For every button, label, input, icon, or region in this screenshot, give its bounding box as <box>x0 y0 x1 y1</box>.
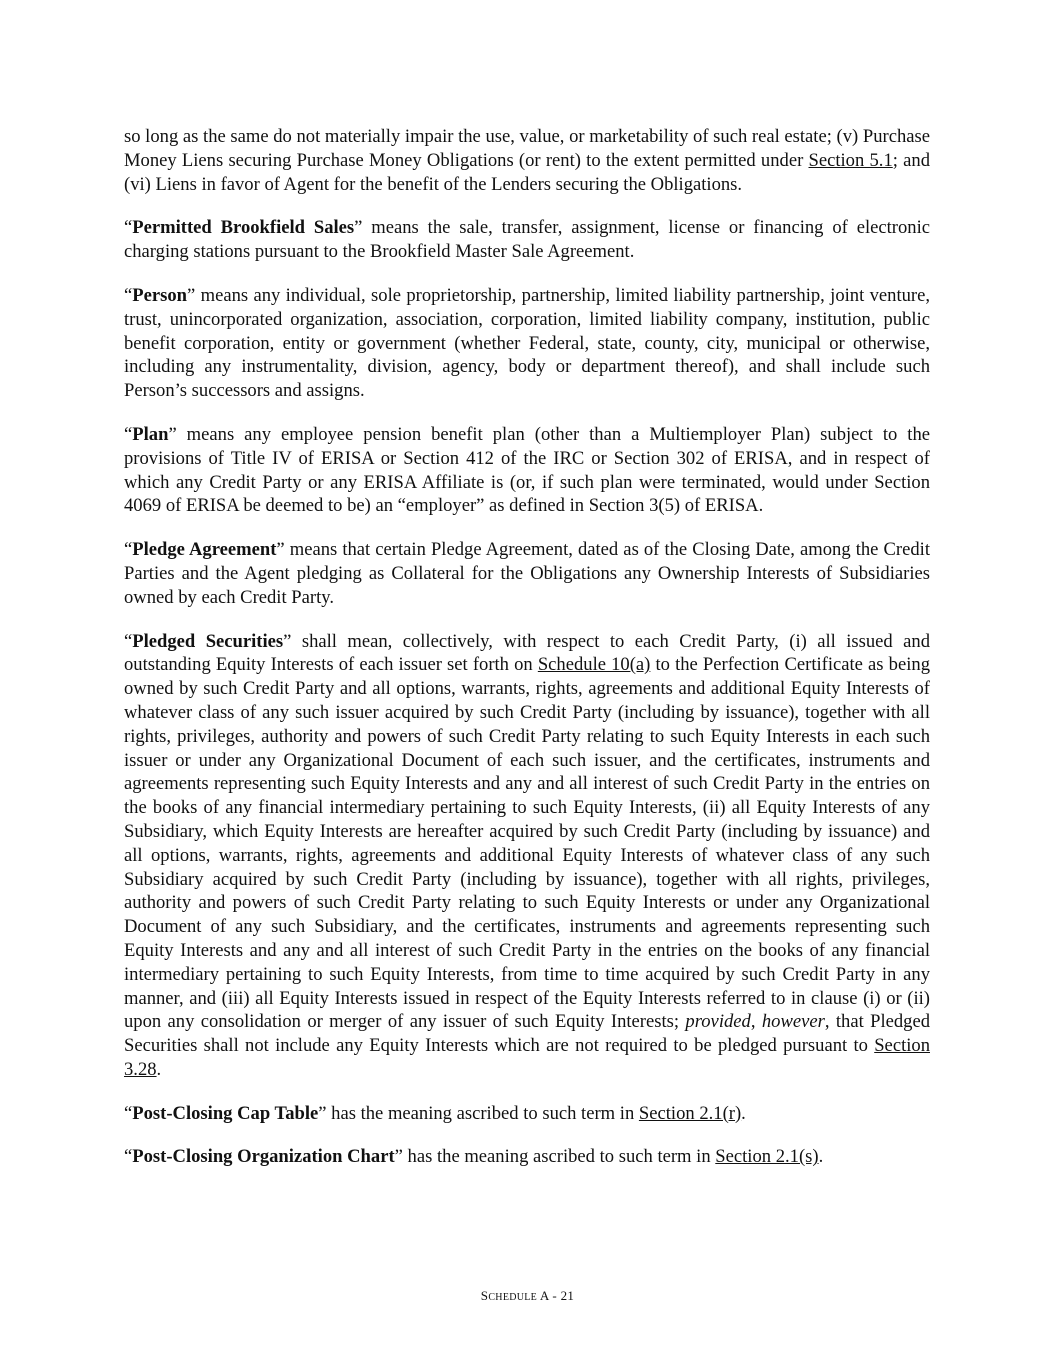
quote: “ <box>124 284 133 306</box>
defined-term: Pledged Securities <box>132 630 284 652</box>
definition-text: to the Perfection Certificate as being owned by such Credit Party and all options, warrants, rights, agreements and additional Equity Interests of whatever class of any such issuer acquired by such Credit Party (including by issuance), together with all rights, privileges, authority and powers of such Credit Party relating to such Equity Interests in each such issuer or under any Organizational Document of each such issuer, and the certificates, instruments and agreements representing such Equity Interests and any and all interest of such Credit Party in the entries on the books of any financial intermediary pertaining to such Equity Interests, (ii) all Equity Interests of any Subsidiary, which Equity Interests are hereafter acquired by such Credit Party (including by issuance) and all options, warrants, rights, agreements and additional Equity Interests of whatever class of any such Subsidiary acquired by such Credit Party (including by issuance), together with all rights, privileges, authority and powers of such Credit Party relating to such Equity Interests or under any Organizational Document of any such Subsidiary, and the certificates, instruments and agreements representing such Equity Interests and any and all interest of such Credit Party in the entries on the books of any financial intermediary pertaining to such Equity Interests, from time to time acquired by such Credit Party in any manner, and (iii) all Equity Interests issued in respect of the Equity Interests referred to in clause (i) or (ii) upon any consolidation or merger of any issuer of such Equity Interests; <box>124 654 930 1033</box>
definition-pledged-securities <box>124 630 930 1082</box>
definition-text: ” has the meaning ascribed to such term in <box>394 1146 716 1168</box>
italic-text: however <box>761 1011 825 1033</box>
definition-text: , <box>750 1011 762 1033</box>
definition-text: . <box>818 1146 824 1168</box>
page-footer <box>0 1288 1055 1304</box>
section-reference: Section 2.1(r) <box>638 1102 742 1124</box>
definition-post-closing-cap-table <box>124 1102 930 1126</box>
defined-term: Post-Closing Cap Table <box>132 1102 319 1124</box>
definition-text: , that Pledged Securities shall not include any Equity Interests which are not required to be pledged pursuant to <box>124 1011 931 1057</box>
definition-text: ” means that certain Pledge Agreement, dated as of the Closing Date, among the Credit Parties and the Agent pledging as Collateral for the Obligations any Ownership Interests of Subsidiaries owned by each Credit Party. <box>124 539 930 608</box>
defined-term: Post-Closing Organization Chart <box>132 1146 395 1168</box>
defined-term: Permitted Brookfield Sales <box>132 217 355 239</box>
quote: “ <box>124 423 133 445</box>
section-reference: Section 3.28 <box>124 1035 930 1080</box>
quote: “ <box>124 539 133 561</box>
definition-person <box>124 284 930 403</box>
defined-term: Plan <box>132 423 169 445</box>
footer-text: S <box>480 1288 489 1303</box>
quote: “ <box>124 630 133 652</box>
definition-post-closing-organization-chart <box>124 1145 930 1169</box>
definition-text: ” shall mean, collectively, with respect to each Credit Party, (i) all issued and outstanding Equity Interests of each issuer set forth on <box>124 630 930 676</box>
definition-text: ” means any individual, sole proprietorship, partnership, limited liability partnership, joint venture, trust, unincorporated organization, association, corporation, limited liability company, institution, public benefit corporation, entity or government (whether Federal, state, county, city, municipal or otherwise, including any instrumentality, division, agency, body or department thereof), and shall include such Person’s successors and assigns. <box>124 284 930 402</box>
footer-text: CHEDULE <box>488 1292 540 1303</box>
footer-page-number: A - 21 <box>539 1288 575 1303</box>
definition-pledge-agreement <box>124 538 930 609</box>
quote: “ <box>124 1102 133 1124</box>
definition-text: . <box>156 1058 162 1080</box>
definition-plan <box>124 423 930 518</box>
quote: “ <box>124 217 133 239</box>
quote: “ <box>124 1146 133 1168</box>
definition-text: ” has the meaning ascribed to such term in <box>318 1102 639 1124</box>
definition-permitted-brookfield-sales <box>124 216 930 264</box>
text: ; and (vi) Liens in favor of Agent for the benefit of the Lenders securing the Obligations. <box>124 149 930 195</box>
paragraph-liens-continuation <box>124 125 930 196</box>
section-reference: Section 2.1(s) <box>715 1146 819 1168</box>
defined-term: Pledge Agreement <box>132 539 277 561</box>
document-body <box>124 125 930 1189</box>
definition-text: ” means any employee pension benefit plan (other than a Multiemployer Plan) subject to the provisions of Title IV of ERISA or Section 412 of the IRC or Section 302 of ERISA, and in respect of which any Credit Party or any ERISA Affiliate is (or, if such plan were terminated, would under Section 4069 of ERISA be deemed to be) an “employer” as defined in Section 3(5) of ERISA. <box>124 423 930 517</box>
definition-text: . <box>741 1102 746 1124</box>
italic-text: provided <box>685 1011 751 1033</box>
text: so long as the same do not materially impair the use, value, or marketability of such real estate; (v) Purchase Money Liens securing Purchase Money Obligations (or rent) to the extent permitted under <box>124 126 930 171</box>
defined-term: Person <box>132 284 188 306</box>
schedule-reference: Schedule 10(a) <box>537 654 651 676</box>
section-reference: Section 5.1 <box>808 149 893 171</box>
definition-text: ” means the sale, transfer, assignment, license or financing of electronic charging stations pursuant to the Brookfield Master Sale Agreement. <box>124 217 930 263</box>
